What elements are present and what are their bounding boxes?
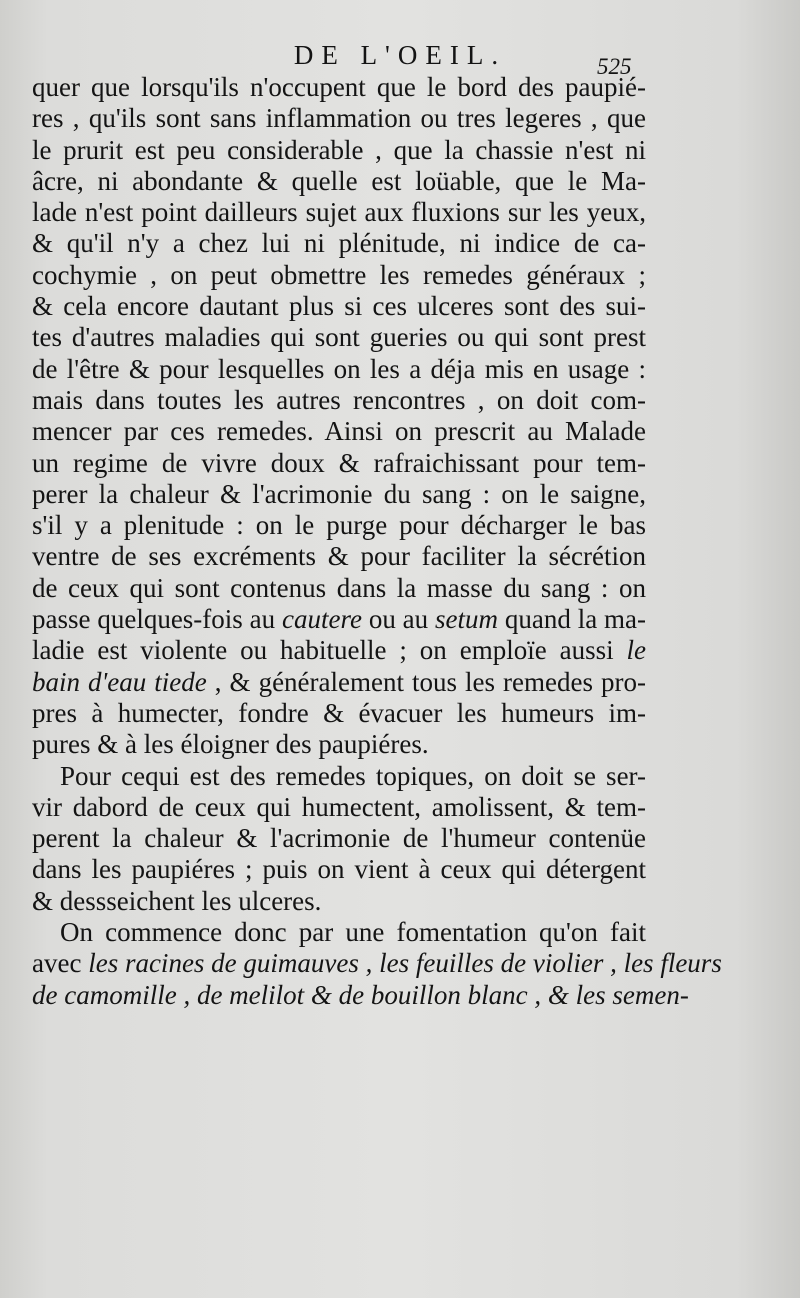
text-segment: quand la ma- (498, 604, 647, 635)
text-line (32, 260, 646, 291)
text-line (32, 635, 646, 666)
text-segment: ou au (361, 604, 436, 635)
text-line (32, 354, 646, 385)
text-segment: mais dans toutes les autres rencontres , on doit com- (32, 384, 646, 415)
text-segment: lade n'est point dailleurs sujet aux fluxions sur les yeux, (32, 197, 646, 228)
text-line (32, 479, 646, 510)
text-segment: tes d'autres maladies qui sont gueries ou qui sont prest (32, 322, 646, 353)
text-segment: & dessseichent les ulceres. (32, 885, 322, 916)
text-segment: de l'être & pour lesquelles on les a déja mis en usage : (32, 353, 646, 384)
text-line (32, 604, 646, 635)
text-segment: mencer par ces remedes. Ainsi on prescrit au Malade (32, 416, 646, 447)
text-segment: pres à humecter, fondre & évacuer les humeurs im- (32, 697, 646, 728)
text-segment: passe quelques-fois au (32, 604, 282, 635)
text-line (32, 416, 646, 447)
text-line (32, 698, 646, 729)
text-segment: vir dabord de ceux qui humectent, amolissent, & tem- (32, 791, 646, 822)
text-segment: dans les paupiéres ; puis on vient à ceux qui détergent (32, 854, 646, 885)
text-segment: un regime de vivre doux & rafraichissant pour tem- (32, 447, 646, 478)
text-line (32, 979, 689, 1011)
text-segment: quer que lorsqu'ils n'occupent que le bord des paupié- (32, 72, 646, 102)
paragraph (32, 72, 646, 761)
text-line (32, 886, 646, 917)
text-line (32, 322, 646, 353)
text-line (32, 103, 646, 134)
text-segment: & qu'il n'y a chez lui ni plénitude, ni indice de ca- (32, 228, 646, 259)
text-line (32, 761, 646, 792)
paragraph (32, 917, 722, 1011)
text-line (32, 948, 722, 979)
italic-text: bain d'eau tiede (32, 666, 207, 697)
text-line (32, 854, 646, 885)
text-line (32, 135, 646, 166)
text-line (32, 448, 646, 479)
text-segment: , & généralement tous les remedes pro- (206, 666, 646, 697)
text-line (32, 72, 646, 103)
text-line (32, 228, 646, 259)
text-segment: perer la chaleur & l'acrimonie du sang : on le saigne, (32, 478, 646, 509)
text-line (32, 823, 646, 854)
text-segment: le prurit est peu considerable , que la chassie n'est ni (32, 134, 646, 165)
page-number: 525 (597, 54, 632, 79)
text-line (32, 667, 646, 698)
text-line (32, 541, 646, 572)
text-segment: ladie est violente ou habituelle ; on emploïe aussi (32, 635, 627, 666)
text-segment: On commence donc par une fomentation qu'on fait (60, 917, 646, 948)
italic-text: cautere (282, 604, 362, 635)
text-segment: ventre de ses excréments & pour faciliter la sécrétion (32, 541, 646, 572)
text-segment: cochymie , on peut obmettre les remedes généraux ; (32, 259, 646, 290)
text-line (32, 291, 646, 322)
text-segment: avec (32, 948, 89, 979)
italic-text: setum (435, 604, 499, 635)
italic-text: de camomille , de melilot & de bouillon blanc , & les semen- (32, 979, 689, 1010)
text-segment: s'il y a plenitude : on le purge pour décharger le bas (32, 510, 646, 541)
text-segment: perent la chaleur & l'acrimonie de l'humeur contenüe (32, 823, 646, 854)
body-text (32, 72, 722, 1011)
text-segment: res , qu'ils sont sans inflammation ou tres legeres , que (32, 103, 646, 134)
text-line (32, 197, 646, 228)
italic-text: le (626, 635, 646, 666)
running-title: DE L'OEIL. (293, 40, 507, 70)
text-line (32, 166, 646, 197)
text-segment: de ceux qui sont contenus dans la masse du sang : on (32, 572, 646, 603)
paragraph (32, 761, 646, 917)
text-line (32, 573, 646, 604)
text-line (32, 729, 646, 760)
text-line (32, 510, 646, 541)
text-segment: & cela encore dautant plus si ces ulceres sont des sui- (32, 291, 646, 322)
text-line (32, 385, 646, 416)
text-segment: Pour cequi est des remedes topiques, on doit se ser- (60, 760, 646, 791)
text-line (32, 792, 646, 823)
text-line (32, 917, 646, 948)
text-segment: pures & à les éloigner des paupiéres. (32, 729, 429, 760)
italic-text: les racines de guimauves , les feuilles de violier , les fleurs (88, 948, 722, 979)
text-segment: âcre, ni abondante & quelle est loüable, que le Ma- (32, 165, 646, 196)
